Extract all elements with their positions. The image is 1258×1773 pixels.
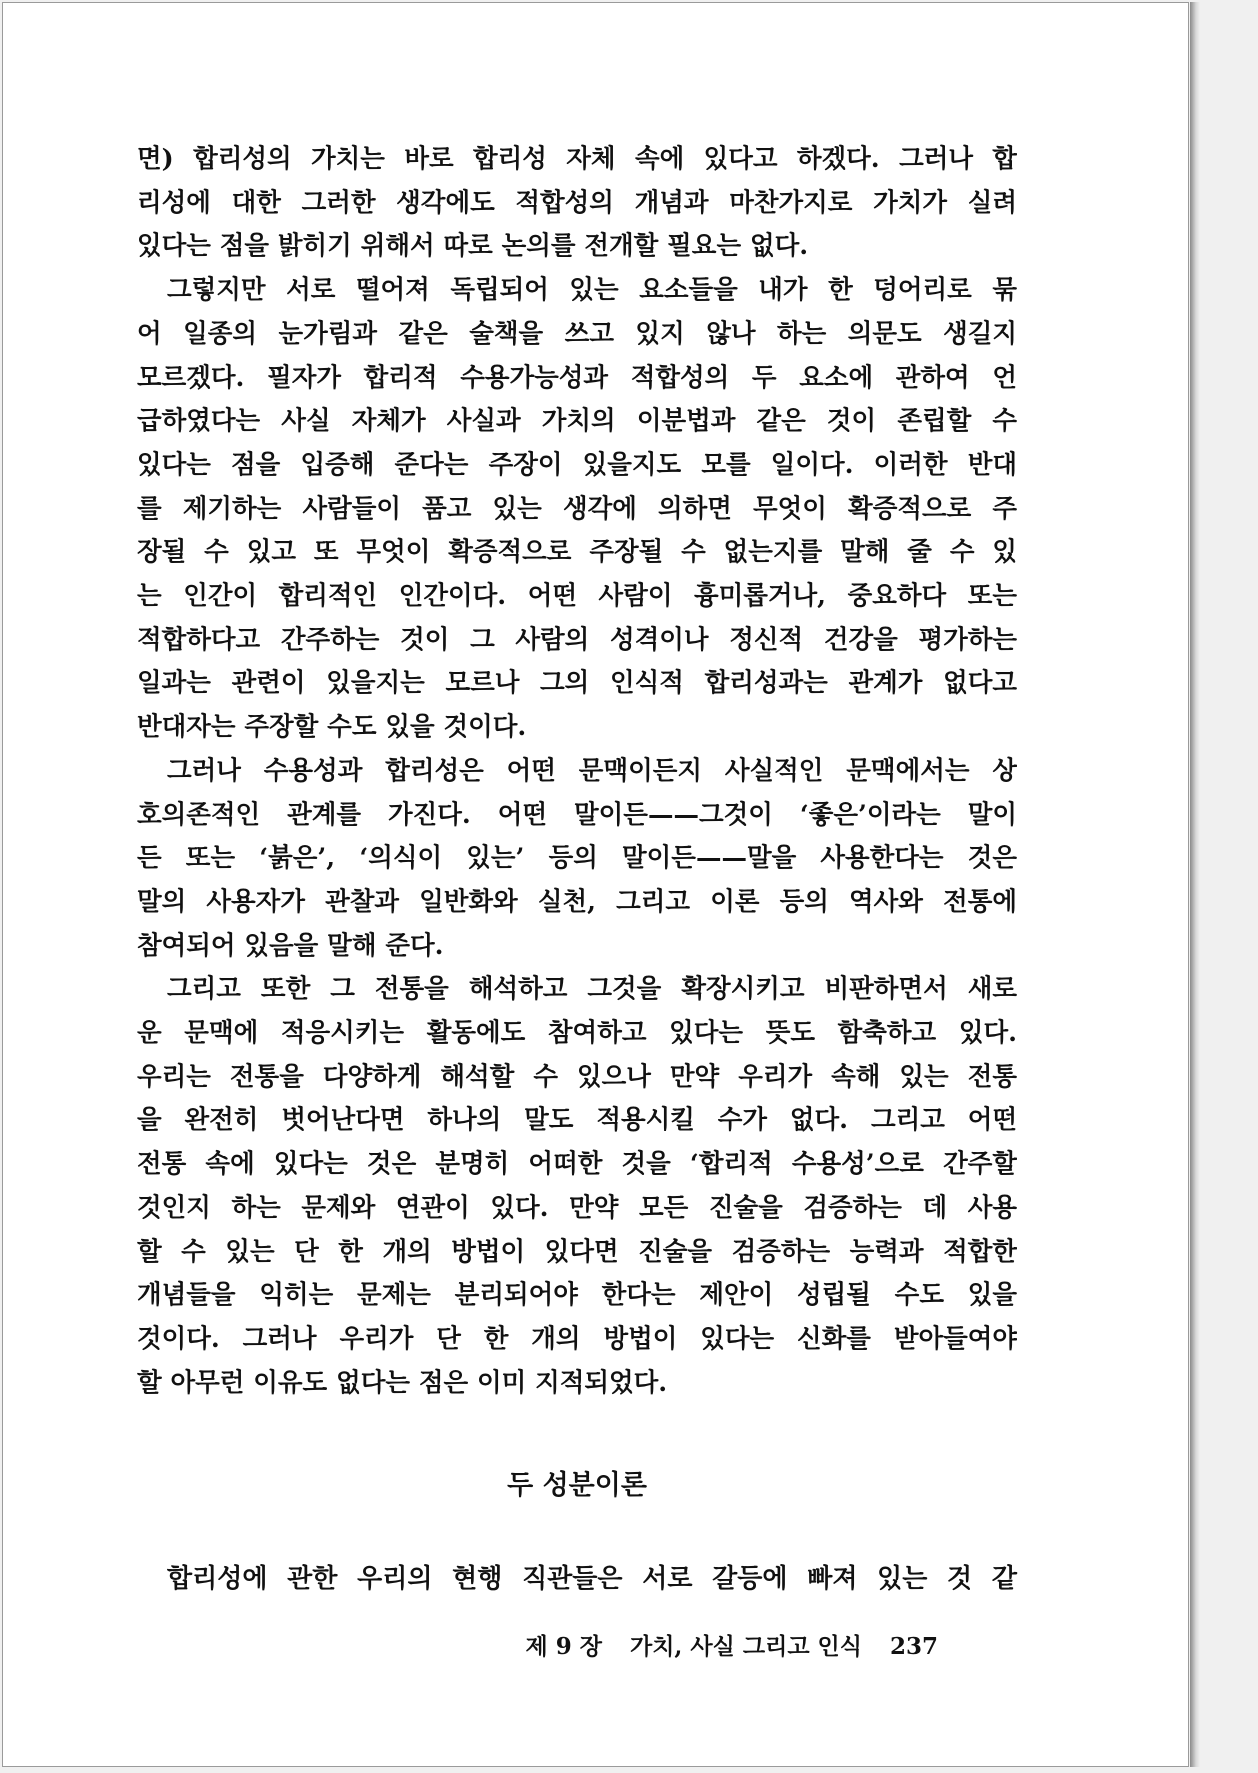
- text-line: 것인지 하는 문제와 연관이 있다. 만약 모든 진술을 검증하는 데 사용: [137, 1192, 1017, 1223]
- text-line: 반대자는 주장할 수도 있을 것이다.: [137, 712, 527, 743]
- text-line: 개념들을 익히는 문제는 분리되어야 한다는 제안이 성립될 수도 있을: [137, 1280, 1017, 1311]
- text-line: 을 완전히 벗어난다면 하나의 말도 적용시킬 수가 없다. 그리고 어떤: [137, 1105, 1017, 1136]
- text-line: 있다는 점을 밝히기 위해서 따로 논의를 전개할 필요는 없다.: [137, 231, 809, 262]
- text-line: 말의 사용자가 관찰과 일반화와 실천, 그리고 이론 등의 역사와 전통에: [137, 886, 1017, 917]
- footer-chapter: 제 9 장: [525, 1633, 602, 1660]
- section-heading: 두 성분이론: [507, 1470, 647, 1501]
- page-edge-shadow: [1190, 2, 1200, 1767]
- text-line: 를 제기하는 사람들이 품고 있는 생각에 의하면 무엇이 확증적으로 주: [137, 493, 1017, 524]
- text-line: 어 일종의 눈가림과 같은 술책을 쓰고 있지 않나 하는 의문도 생길지: [137, 318, 1017, 349]
- text-line: 운 문맥에 적응시키는 활동에도 참여하고 있다는 뜻도 함축하고 있다.: [137, 1018, 1017, 1049]
- paragraph: [137, 750, 1017, 969]
- text-line: 일과는 관련이 있을지는 모르나 그의 인식적 합리성과는 관계가 없다고: [137, 668, 1017, 699]
- text-line: 것이다. 그러나 우리가 단 한 개의 방법이 있다는 신화를 받아들여야: [137, 1323, 1017, 1354]
- text-line: 는 인간이 합리적인 인간이다. 어떤 사람이 흉미롭거나, 중요하다 또는: [137, 581, 1017, 612]
- text-line: 우리는 전통을 다양하게 해석할 수 있으나 만약 우리가 속해 있는 전통: [137, 1061, 1017, 1092]
- paragraph: [137, 968, 1017, 1405]
- text-line: 참여되어 있음을 말해 준다.: [137, 930, 444, 961]
- text-line: 모르겠다. 필자가 합리적 수용가능성과 적합성의 두 요소에 관하여 언: [137, 362, 1017, 393]
- body-text: [137, 138, 1017, 1405]
- page-number: 237: [889, 1633, 938, 1660]
- text-line: 든 또는 ‘붉은’, ‘의식이 있는’ 등의 말이든——말을 사용한다는 것은: [137, 843, 1017, 874]
- paragraph: [137, 269, 1017, 750]
- next-paragraph-start: 합리성에 관한 우리의 현행 직관들은 서로 갈등에 빠져 있는 것 같: [167, 1564, 1017, 1594]
- text-line: 장될 수 있고 또 무엇이 확증적으로 주장될 수 없는지를 말해 줄 수 있: [137, 537, 1017, 568]
- text-line: 면) 합리성의 가치는 바로 합리성 자체 속에 있다고 하겠다. 그러나 합: [137, 144, 1017, 174]
- running-footer: [526, 1628, 938, 1661]
- paragraph: [137, 138, 1017, 269]
- text-line: 급하였다는 사실 자체가 사실과 가치의 이분법과 같은 것이 존립할 수: [137, 406, 1017, 437]
- text-line: 있다는 점을 입증해 준다는 주장이 있을지도 모를 일이다. 이러한 반대: [137, 449, 1017, 480]
- text-line: 적합하다고 간주하는 것이 그 사람의 성격이나 정신적 건강을 평가하는: [137, 624, 1017, 655]
- text-line: 그리고 또한 그 전통을 해석하고 그것을 확장시키고 비판하면서 새로: [167, 974, 1017, 1005]
- text-line: 리성에 대한 그러한 생각에도 적합성의 개념과 마찬가지로 가치가 실려: [137, 187, 1017, 218]
- text-line: 그러나 수용성과 합리성은 어떤 문맥이든지 사실적인 문맥에서는 상: [167, 755, 1017, 786]
- text-line: 그렇지만 서로 떨어져 독립되어 있는 요소들을 내가 한 덩어리로 묶: [167, 275, 1017, 306]
- text-line: 호의존적인 관계를 가진다. 어떤 말이든——그것이 ‘좋은’이라는 말이: [137, 799, 1017, 830]
- text-line: 할 아무런 이유도 없다는 점은 이미 지적되었다.: [137, 1367, 668, 1398]
- text-line: 전통 속에 있다는 것은 분명히 어떠한 것을 ‘합리적 수용성’으로 간주할: [137, 1149, 1017, 1180]
- book-page: [2, 2, 1189, 1767]
- text-line: 할 수 있는 단 한 개의 방법이 있다면 진술을 검증하는 능력과 적합한: [137, 1236, 1017, 1267]
- footer-title: 가치, 사실 그리고 인식: [629, 1633, 862, 1660]
